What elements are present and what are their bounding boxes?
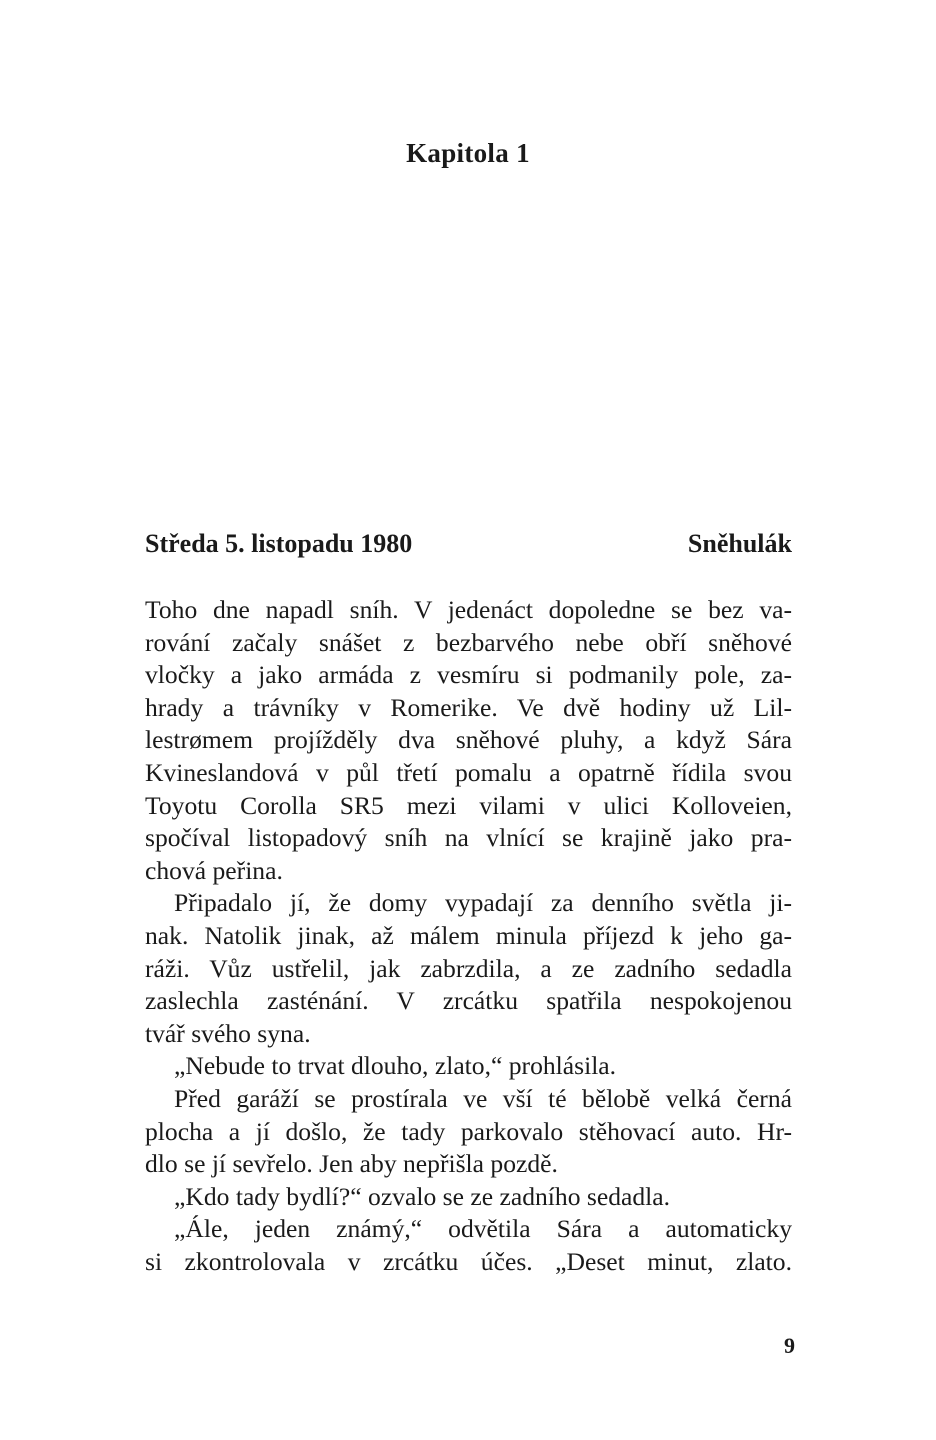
text-line: Kvineslandová v půl třetí pomalu a opatrně řídila svou: [145, 757, 792, 787]
text-line: ráži. Vůz ustřelil, jak zabrzdila, a ze zadního sedadla: [145, 953, 792, 983]
text-line: si zkontrolovala v zrcátku účes. „Deset minut, zlato.: [145, 1246, 792, 1276]
section-date: Středa 5. listopadu 1980: [145, 529, 413, 558]
text-line: „Nebude to trvat dlouho, zlato,“ prohlásila.: [174, 1051, 617, 1081]
text-line: dlo se jí sevřelo. Jen aby nepřišla pozdě.: [145, 1149, 558, 1179]
section-title: Sněhulák: [687, 529, 792, 558]
text-line: rování začaly snášet z bezbarvého nebe obří sněhové: [145, 627, 792, 657]
text-line: Toyotu Corolla SR5 mezi vilami v ulici Kolloveien,: [145, 790, 792, 820]
text-line: „Kdo tady bydlí?“ ozvalo se ze zadního sedadla.: [174, 1181, 671, 1211]
text-line: Před garáží se prostírala ve vší té bělobě velká černá: [174, 1083, 792, 1113]
text-line: nak. Natolik jinak, až málem minula příjezd k jeho ga-: [145, 920, 792, 950]
text-line: plocha a jí došlo, že tady parkovalo stěhovací auto. Hr-: [145, 1116, 792, 1146]
text-line: spočíval listopadový sníh na vlnící se krajině jako pra-: [145, 823, 792, 853]
chapter-title: Kapitola 1: [406, 138, 530, 168]
text-line: Připadalo jí, že domy vypadají za denního světla ji-: [174, 888, 792, 918]
section-heading: [145, 529, 792, 559]
text-line: vločky a jako armáda z vesmíru si podmanily pole, za-: [145, 660, 792, 690]
page-number: 9: [784, 1333, 795, 1358]
body-text: [145, 594, 792, 1278]
text-line: chová peřina.: [145, 855, 283, 885]
text-line: „Ále, jeden známý,“ odvětila Sára a automaticky: [174, 1214, 792, 1244]
text-line: hrady a trávníky v Romerike. Ve dvě hodiny už Lil-: [145, 692, 792, 722]
text-line: lestrømem projížděly dva sněhové pluhy, a když Sára: [145, 725, 792, 755]
text-line: Toho dne napadl sníh. V jedenáct dopoledne se bez va-: [145, 595, 792, 624]
text-line: zaslechla zasténání. V zrcátku spatřila nespokojenou: [145, 986, 792, 1016]
text-line: tvář svého syna.: [145, 1018, 311, 1048]
